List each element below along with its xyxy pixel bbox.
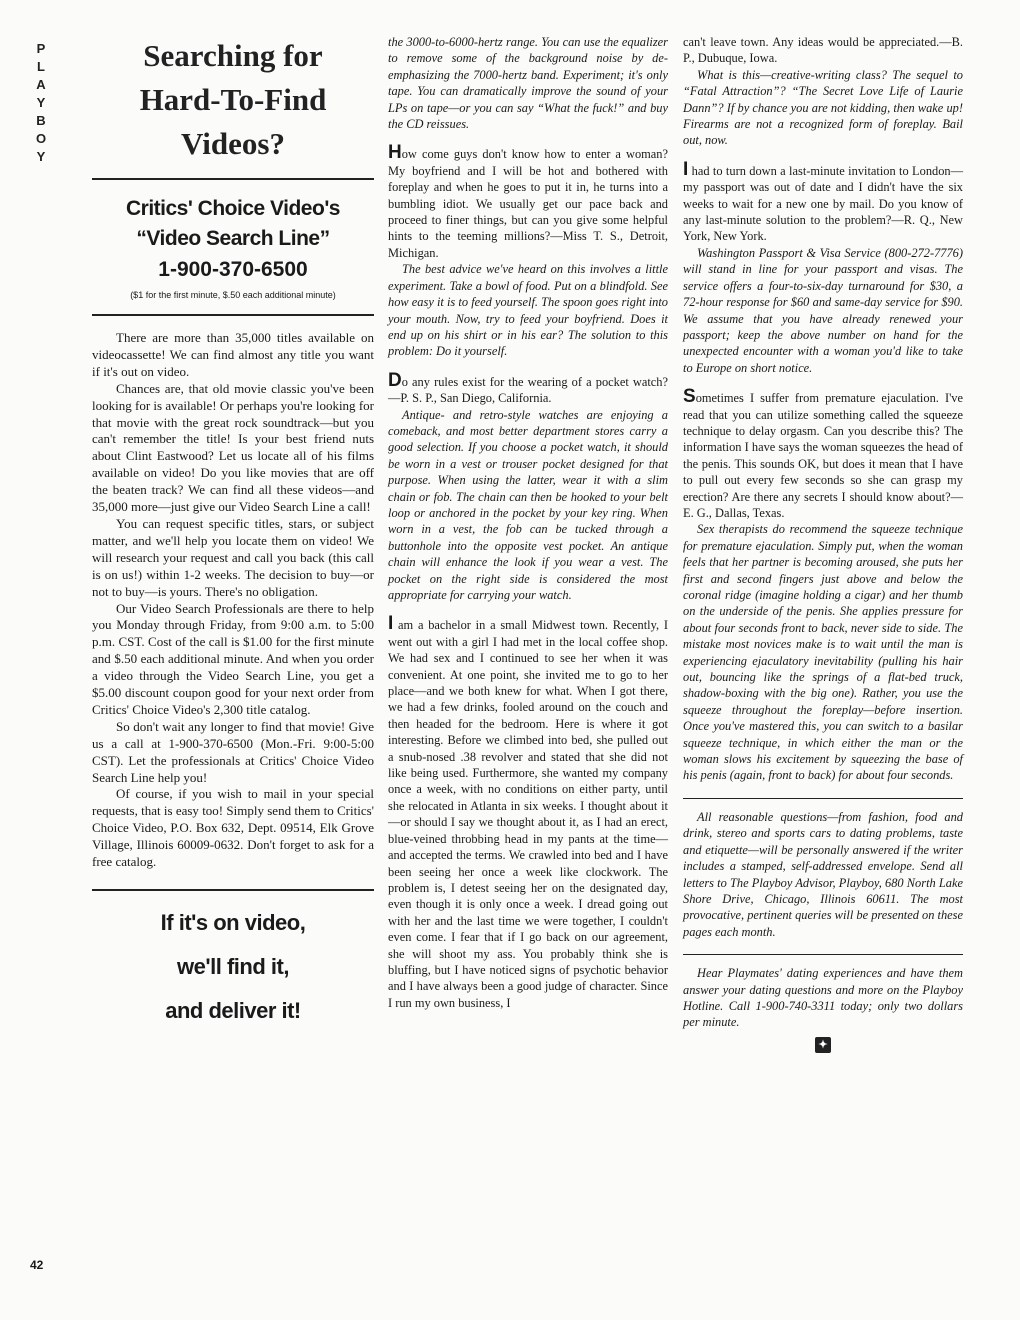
drop-cap: D <box>388 369 402 391</box>
answer-bachelor: What is this—creative-writing class? The sequel to “Fatal Attraction”? “The Secret Love Life of Laurie Dann”? If by chance you are not kidding, then wake up! Firearms are not a recognized form of foreplay. Bail out, now. <box>683 67 963 148</box>
ad-divider-bottom <box>92 889 374 891</box>
ad-divider-top <box>92 178 374 180</box>
page-number: 42 <box>30 1258 44 1272</box>
drop-cap: I <box>388 613 394 635</box>
answer-continued: the 3000-to-6000-hertz range. You can use the equalizer to remove some of the background noise by de-emphasizing the 7000-hertz band. Experiment; it's only tape. You can dramatically improve the sound of your LPs on tape—or you can say “What the fuck!” and buy the CD reissues. <box>388 35 668 132</box>
hotline-note: Hear Playmates' dating experiences and have them answer your dating questions and more on the Playboy Hotline. Call 1-900-740-3311 today; only two dollars per minute. <box>683 954 963 1031</box>
question-entering: How come guys don't know how to enter a woman? My boyfriend and I will be hot and bothered with foreplay and when he goes to put it in, he turns into a bumbling idiot. We usually get our pace back and proceed to finer things, but can you give some helpful hints to the teeming millions?—Miss T. S., Detroit, Michigan. <box>388 142 668 260</box>
ad-slogan: If it's on video, we'll find it, and deliver it! <box>160 910 306 1023</box>
ad-paragraph: So don't wait any longer to find that movie! Give us a call at 1-900-370-6500 (Mon.-Fri. 9:00-5:00 CST). Let the professionals at Critics' Choice Video Search Line help you! <box>92 718 374 785</box>
question-pocket-watch: Do any rules exist for the wearing of a pocket watch?—P. S. P., San Diego, California. <box>388 369 668 406</box>
drop-cap: S <box>683 386 696 408</box>
question-squeeze: Sometimes I suffer from premature ejaculation. I've read that you can utilize something called the squeeze technique to delay orgasm. Can you describe this? The information I have says the woman squeezes the head of the penis. This sounds OK, but does it mean that I have to pull out every few seconds so she can grasp my erection? Are there any secrets I should know about?—E. G., Dallas, Texas. <box>683 386 963 520</box>
rabbit-head-logo-icon: ✦ <box>815 1037 831 1053</box>
question-passport: I had to turn down a last-minute invitation to London—my passport was out of date and I didn't have the six weeks to wait for a new one by mail. Do you know of any last-minute solution to the problem?—R. Q., New York, New York. <box>683 158 963 244</box>
magazine-spine-title: P L A Y B O Y <box>35 41 47 164</box>
ad-divider-middle <box>92 314 374 316</box>
answer-pocket-watch: Antique- and retro-style watches are enjoying a comeback, and most better department stores carry a good selection. If you choose a pocket watch, it should be worn in a vest or trouser pocket designed for that purpose. When using the latter, wear it with a slim chain or fob. The chain can then be hooked to your belt loop or anchored in the pocket by your key ring. When worn in a vest, the fob can be tucked through a buttonhole into the opposite vest pocket. An antique chain will enhance the look if you wear a vest. The pocket on the right side is considered the most appropriate for carrying your watch. <box>388 407 668 602</box>
answer-passport: Washington Passport & Visa Service (800-272-7776) will stand in line for your passport and visas. The service offers a four-to-six-day turnaround for $30, a 72-hour response for $60 and same-day service for $90. We assume that you have already renewed your passport; keep the above number on hand for the unexpected encounter with a woman you'd like to take to Europe on short notice. <box>683 245 963 375</box>
ad-paragraph: Our Video Search Professionals are there to help you Monday through Friday, from 9:00 a.m. to 5:00 p.m. CST. Cost of the call is $1.00 for the first minute and $.50 each additional minute. And when you order a video through the Video Search Line, you get a $5.00 discount coupon good for your next order from Critics' Choice Video's 2,300 title catalog. <box>92 600 374 717</box>
drop-cap: H <box>388 142 402 164</box>
ad-rate-note: ($1 for the first minute, $.50 each additional minute) <box>130 290 336 300</box>
drop-cap: I <box>683 158 689 180</box>
submission-note: All reasonable questions—from fashion, food and drink, stereo and sports cars to dating problems, taste and etiquette—will be personally answered if the writer includes a stamped, self-addressed envelope. Send all letters to The Playboy Advisor, Playboy, 680 North Lake Shore Drive, Chicago, Illinois 60611. The most provocative, pertinent queries will be presented on these pages each month. <box>683 798 963 940</box>
ad-subheadline: Critics' Choice Video's “Video Search Line” <box>125 197 340 250</box>
advisor-column-3 <box>683 34 963 1053</box>
ad-paragraph: There are more than 35,000 titles available on videocassette! We can find almost any title you want if it's out on video. <box>92 330 374 379</box>
ad-phone-number: 1-900-370-6500 <box>158 258 308 281</box>
answer-squeeze: Sex therapists do recommend the squeeze technique for premature ejaculation. Simply put, when the woman feels that her partner is becoming aroused, she puts her first and second fingers just above and below the coronal ridge (imagine holding a cigar) and her thumb on the underside of the penis. She applies pressure for about four seconds front to back, never side to side. The mistake most novices make is to wait until the man is experiencing ejaculatory inevitability (pulling his hair out, bouncing like the springs of a flat-bed truck, shadow-boxing with the big one). Rather, you use the squeeze throughout the foreplay—before insertion. Once you've mastered this, you can switch to a basilar squeeze technique, in which either the man or the woman slows his excitement by squeezing the base of his penis (again, front to back) for about four seconds. <box>683 522 963 783</box>
question-bachelor: I am a bachelor in a small Midwest town. Recently, I went out with a girl I had met in the local coffee shop. We had sex and I continued to see her when it was convenient. At one point, she invited me to go to her place—and we both knew for what. When I got there, we had a few drinks, fooled around on the couch and then headed for the bedroom. Here is where it got interesting. Before we climbed into bed, she pulled out a snub-nosed .38 revolver and stated that she did not like being used. Furthermore, she wanted my company once a week, with no conditions on either party, until she relocated in Atlanta in six weeks. I thought about it—or should I say we thought about it, as I had an erect, blue-veined throbbing head in my pants at the time—and accepted the terms. We crawled into bed and I have been seeing her once a week like clockwork. The problem is, I detest seeing her on the designated day, even though it is only once a week. I dread going out with her and the last time we were together, I couldn't even come. I fear that if I go back on our agreement, she will shoot my ass. You probably think she is bluffing, but I have noticed signs of psychotic behavior and I have always been a good judge of character. Since I run my own business, I <box>388 613 668 1010</box>
question-continued: can't leave town. Any ideas would be appreciated.—B. P., Dubuque, Iowa. <box>683 35 963 66</box>
advisor-column-2 <box>388 34 668 1011</box>
ad-body-copy <box>92 330 374 871</box>
answer-entering: The best advice we've heard on this involves a little experiment. Take a bowl of food. Put on a blindfold. See how easy it is to feed yourself. The spoon goes right into your mouth. Now, try to feed your boyfriend. Does it end up on his shirt or in his ear? The solution to this problem: Do it yourself. <box>388 262 668 359</box>
ad-paragraph: Chances are, that old movie classic you've been looking for is available! Or perhaps you're looking for that movie with the great rock soundtrack—but you can't remember the title! Is your best friend nuts about Clint Eastwood? Let us locate all of his films available on video! Do you like movies that are off the beaten track? We can find all these videos—and 35,000 more—just give our Video Search Line a call! <box>92 380 374 515</box>
ad-headline: Searching for Hard-To-Find Videos? <box>139 38 327 161</box>
ad-paragraph: You can request specific titles, stars, or subject matter, and we'll help you locate them on video! We will research your request and call you back (this call is on us!) within 1-2 weeks. The decision to buy—or not to buy—is yours. There's no obligation. <box>92 515 374 599</box>
video-search-ad <box>92 34 374 1033</box>
ad-paragraph: Of course, if you wish to mail in your special requests, that is easy too! Simply send them to Critics' Choice Video, P.O. Box 632, Dept. 09514, Elk Grove Village, Illinois 60009-0632. Don't forget to ask for a free catalog. <box>92 786 374 870</box>
